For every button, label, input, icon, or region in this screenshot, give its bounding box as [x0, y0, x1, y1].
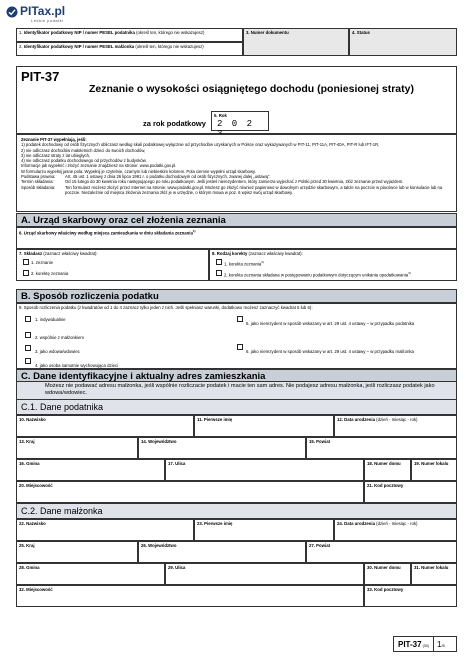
field-9-option-3: 3. jako wdowa/wdowiec [35, 349, 80, 354]
field-9-label: 9. Sposób rozliczenia podatku (z kwadratów od 1 do 4 zaznacz tylko jeden z nich. Jeśli spełniasz warunki, dodatkowo możesz zaznaczyć kwadrat 5 lub 6): [19, 305, 313, 310]
submission-method [21, 185, 452, 196]
field-2-number: 2. [19, 44, 23, 49]
field-9-settlement-method [16, 303, 457, 369]
field-33-label: 33. Kod pocztowy [367, 587, 404, 592]
field-6-footnote: 1) [192, 229, 196, 233]
section-a-title: A. Urząd skarbowy oraz cel złożenia zeznania [16, 213, 457, 227]
year-value: 2 0 2 [217, 119, 255, 129]
field-10-label: 10. Nazwisko [19, 417, 46, 422]
field-4-label: 4. Status [352, 30, 370, 35]
field-28-spouse-municipality[interactable] [16, 563, 165, 585]
who-line-3: 3) nie odliczasz straty z lat ubiegłych, [21, 152, 91, 158]
field-18-house-number[interactable] [364, 459, 411, 481]
field-8-option-1-text: 1. korekta zeznania [224, 261, 262, 267]
field-9-checkbox-6[interactable] [237, 344, 243, 350]
field-8-checkbox-1[interactable] [216, 259, 222, 265]
footer-separator [433, 637, 434, 651]
field-16-municipality[interactable] [16, 459, 165, 481]
pitax-logo-icon [6, 6, 18, 18]
field-8-hint: (zaznacz właściwy kwadrat): [248, 251, 303, 256]
field-17-street[interactable] [165, 459, 364, 481]
field-7-submission-type [16, 249, 209, 281]
field-27-label: 27. Powiat [309, 543, 331, 548]
logo-tagline: Lekkie podatki [31, 18, 64, 23]
deadline-label: Termin składania: [21, 179, 54, 185]
field-29-label: 29. Ulica [168, 565, 186, 570]
field-8-option-1 [224, 260, 264, 266]
field-7-option-2: 2. korektę zeznania [31, 271, 69, 276]
field-7-checkbox-2[interactable] [23, 270, 29, 276]
field-30-label: 30. Numer domu [367, 565, 401, 570]
who-title: Zeznanie PIT-37 wypełniają, jeśli: [21, 137, 87, 142]
field-8-label-text: 8. Rodzaj korekty [212, 251, 248, 256]
section-c-title: C. Dane identyfikacyjne i aktualny adres zamieszkania [16, 369, 457, 382]
submission-method-label: Sposób składania: [21, 184, 56, 190]
field-7-option-1: 1. zeznanie [31, 260, 53, 265]
field-28-label: 28. Gmina [19, 565, 40, 570]
field-24-label-text: 24. Data urodzenia [337, 521, 375, 526]
logo [6, 4, 76, 26]
info-block [16, 134, 457, 212]
logo-brand: PITax.pl [20, 4, 66, 18]
field-21-label: 21. Kod pocztowy [367, 483, 404, 488]
field-24-hint: (dzień - miesiąc - rok) [376, 521, 418, 526]
field-3-label: 3. Numer dokumentu [246, 30, 289, 35]
field-30-spouse-house-number[interactable] [364, 563, 411, 585]
field-9-checkbox-1[interactable] [25, 316, 31, 322]
field-9-checkbox-4[interactable] [25, 358, 31, 364]
field-7-label-text: 7. Składasz [19, 251, 43, 256]
legal-basis-label: Podstawa prawna: [21, 174, 56, 180]
field-15-county[interactable] [306, 437, 457, 459]
field-12-label-text: 12. Data urodzenia [337, 417, 375, 422]
field-9-option-1: 1. indywidualnie [35, 317, 66, 322]
field-12-birth-date[interactable] [334, 415, 457, 437]
field-8-label [210, 250, 456, 257]
section-b-title: B. Sposób rozliczenia podatku [16, 289, 457, 303]
subsection-c2-title: C.2. Dane małżonka [16, 503, 457, 519]
field-14-label: 14. Województwo [141, 439, 177, 444]
field-7-hint: (zaznacz właściwy kwadrat): [43, 251, 98, 256]
form-title: Zeznanie o wysokości osiągniętego dochodu (poniesionej straty) [89, 83, 414, 95]
field-9-option-2: 2. wspólnie z małżonkiem [35, 335, 84, 340]
field-9-option-4: 4. jako osoba samotnie wychowująca dzieci [35, 363, 119, 368]
deadline-text: Od 15 lutego do 30 kwietnia roku następującego po roku podatkowym. Jeśli jesteś nierezydentem, który zamierza wyjechać z Polski przed 30 kwietnia, złóż zeznanie przed wyjazdem. [65, 179, 404, 185]
footer-page: 1 [436, 639, 442, 649]
field-32-label: 32. Miejscowość [19, 587, 53, 592]
form-header [16, 66, 457, 134]
field-23-spouse-first-name[interactable] [194, 519, 334, 541]
field-2-label: Identyfikator podatkowy NIP / numer PESEL małżonka [23, 44, 135, 49]
field-14-voivodeship[interactable] [138, 437, 306, 459]
field-1-hint: (określ ten, którego nie wskazujesz) [136, 30, 205, 35]
field-8-correction-type [209, 249, 457, 281]
field-2-hint: (określ ten, którego nie wskazujesz) [135, 44, 204, 49]
field-22-label: 22. Nazwisko [19, 521, 46, 526]
field-9-checkbox-2[interactable] [25, 332, 31, 338]
field-20-city[interactable] [16, 481, 364, 503]
field-5-year[interactable] [211, 111, 269, 131]
field-13-label: 13. Kraj [19, 439, 35, 444]
field-26-label: 26. Województwo [141, 543, 177, 548]
field-10-surname[interactable] [16, 415, 194, 437]
field-8-option-2 [224, 271, 411, 277]
field-24-spouse-birth-date[interactable] [334, 519, 457, 541]
field-27-spouse-county[interactable] [306, 541, 457, 563]
field-1-taxpayer-id[interactable] [16, 28, 243, 42]
field-22-spouse-surname[interactable] [16, 519, 194, 541]
field-25-spouse-country[interactable] [16, 541, 138, 563]
field-11-first-name[interactable] [194, 415, 334, 437]
footer-pages: /5 [441, 643, 445, 648]
submission-method-text: Ten formularz możesz złożyć przez Internet na stronie: www.podatki.gov.pl. Możesz go złożyć również papierowo w dowolnym urzędzie skarbowym, a także na poczcie w placówce lub w konsulacie lub na poczcie. Niezależnie od miejsca złożenia zeznania złóż je w urzędzie, o którym mowa w poz. 6 wpisz swój urząd skarbowy. [65, 184, 443, 195]
field-24-label [335, 520, 456, 527]
field-1-number: 1. [19, 30, 23, 35]
info-line-1: Informacje jak wypełnić i złożyć zeznanie znajdziesz na stronie: www.podatki.gov.pl. [21, 163, 177, 169]
field-12-label [335, 416, 456, 423]
field-26-spouse-voivodeship[interactable] [138, 541, 306, 563]
field-8-checkbox-2[interactable] [216, 270, 222, 276]
field-13-country[interactable] [16, 437, 138, 459]
field-5-label: 5. Rok [214, 113, 227, 118]
field-7-checkbox-1[interactable] [23, 259, 29, 265]
field-12-hint: (dzień - miesiąc - rok) [376, 417, 418, 422]
field-2-spouse-id[interactable] [16, 42, 243, 56]
who-line-1: 1) podatek dochodowy od osób fizycznych obliczasz według skali podatkowej wyłącznie od przychodów uzyskanych w Polsce oraz wykazywanych w PIT-11, PIT-11A, PIT-40A, PIT-R lub IFT-1R, [21, 142, 380, 148]
footer-version: (30) [422, 643, 429, 648]
field-20-label: 20. Miejscowość [19, 483, 53, 488]
field-8-option-2-text: 2. korekta zeznania składana w postępowaniu podatkowym dotyczącym unikania opodatkowania [224, 272, 409, 278]
field-6-label [17, 228, 456, 236]
field-31-spouse-apartment-number[interactable] [411, 563, 457, 585]
field-1-label: Identyfikator podatkowy NIP / numer PESEL podatnika [23, 30, 135, 35]
field-4-status [349, 28, 457, 56]
field-15-label: 15. Powiat [309, 439, 331, 444]
field-9-checkbox-5[interactable] [237, 316, 243, 322]
info-line-2: W formularzu wypełnij jasne pola. Wypełnij je czytelnie, czarnym lub niebieskim kolorem. Pola ciemne wypełni urząd skarbowy. [21, 168, 256, 174]
field-32-spouse-city[interactable] [16, 585, 364, 607]
field-16-label: 16. Gmina [19, 461, 40, 466]
field-8-option-1-footnote: 2) [261, 260, 264, 264]
field-8-option-2-footnote: 3) [408, 271, 411, 275]
field-6-text: 6. Urząd skarbowy właściwy według miejsca zamieszkania w dniu składania zeznania [19, 230, 193, 236]
field-9-option-6: 6. jako nierezydent w sposób wskazany w art. 29 ust. 4 ustawy – w przypadku małżonka [246, 349, 414, 354]
field-18-label: 18. Numer domu [367, 461, 401, 466]
field-9-option-5: 5. jako nierezydent w sposób wskazany w art. 29 ust. 4 ustawy – w przypadku podatnika [246, 321, 415, 326]
legal-basis-text: Art. 45 ust. 1 ustawy z dnia 26 lipca 1991 r. o podatku dochodowym od osób fizycznych, zwanej dalej „ustawą”. [65, 174, 271, 180]
who-line-4: 4) nie odliczasz podatku dochodowego od przychodów z budynków. [21, 158, 147, 164]
field-9-checkbox-3[interactable] [25, 345, 31, 351]
field-31-label: 31. Numer lokalu [414, 565, 449, 570]
field-3-document-number [243, 28, 349, 56]
who-line-2: 2) nie odliczasz dochodów małoletnich dzieci do swoich dochodów, [21, 147, 146, 153]
field-19-label: 19. Numer lokalu [414, 461, 449, 466]
field-19-apartment-number[interactable] [411, 459, 457, 481]
field-7-label [17, 250, 208, 257]
footer-form-code: PIT-37 [398, 639, 422, 649]
field-11-label: 11. Pierwsze imię [197, 417, 233, 422]
field-6-tax-office[interactable] [16, 227, 457, 249]
field-25-label: 25. Kraj [19, 543, 35, 548]
field-17-label: 17. Ulica [168, 461, 186, 466]
field-23-label: 23. Pierwsze imię [197, 521, 233, 526]
section-c-note: Możesz nie podawać adresu małżonka, jeśli wspólnie rozliczacie podatek i macie ten sam adres. Nie podajesz adresu małżonka, jeśli rozliczasz podatek jako wdowa/wdowiec. [16, 382, 457, 399]
field-33-spouse-postal-code[interactable] [364, 585, 457, 607]
field-29-spouse-street[interactable] [165, 563, 364, 585]
subsection-c1-title: C.1. Dane podatnika [16, 399, 457, 415]
field-21-postal-code[interactable] [364, 481, 457, 503]
tax-year-label: za rok podatkowy [143, 119, 206, 128]
footer-form-id [393, 636, 457, 652]
form-code: PIT-37 [21, 69, 60, 84]
